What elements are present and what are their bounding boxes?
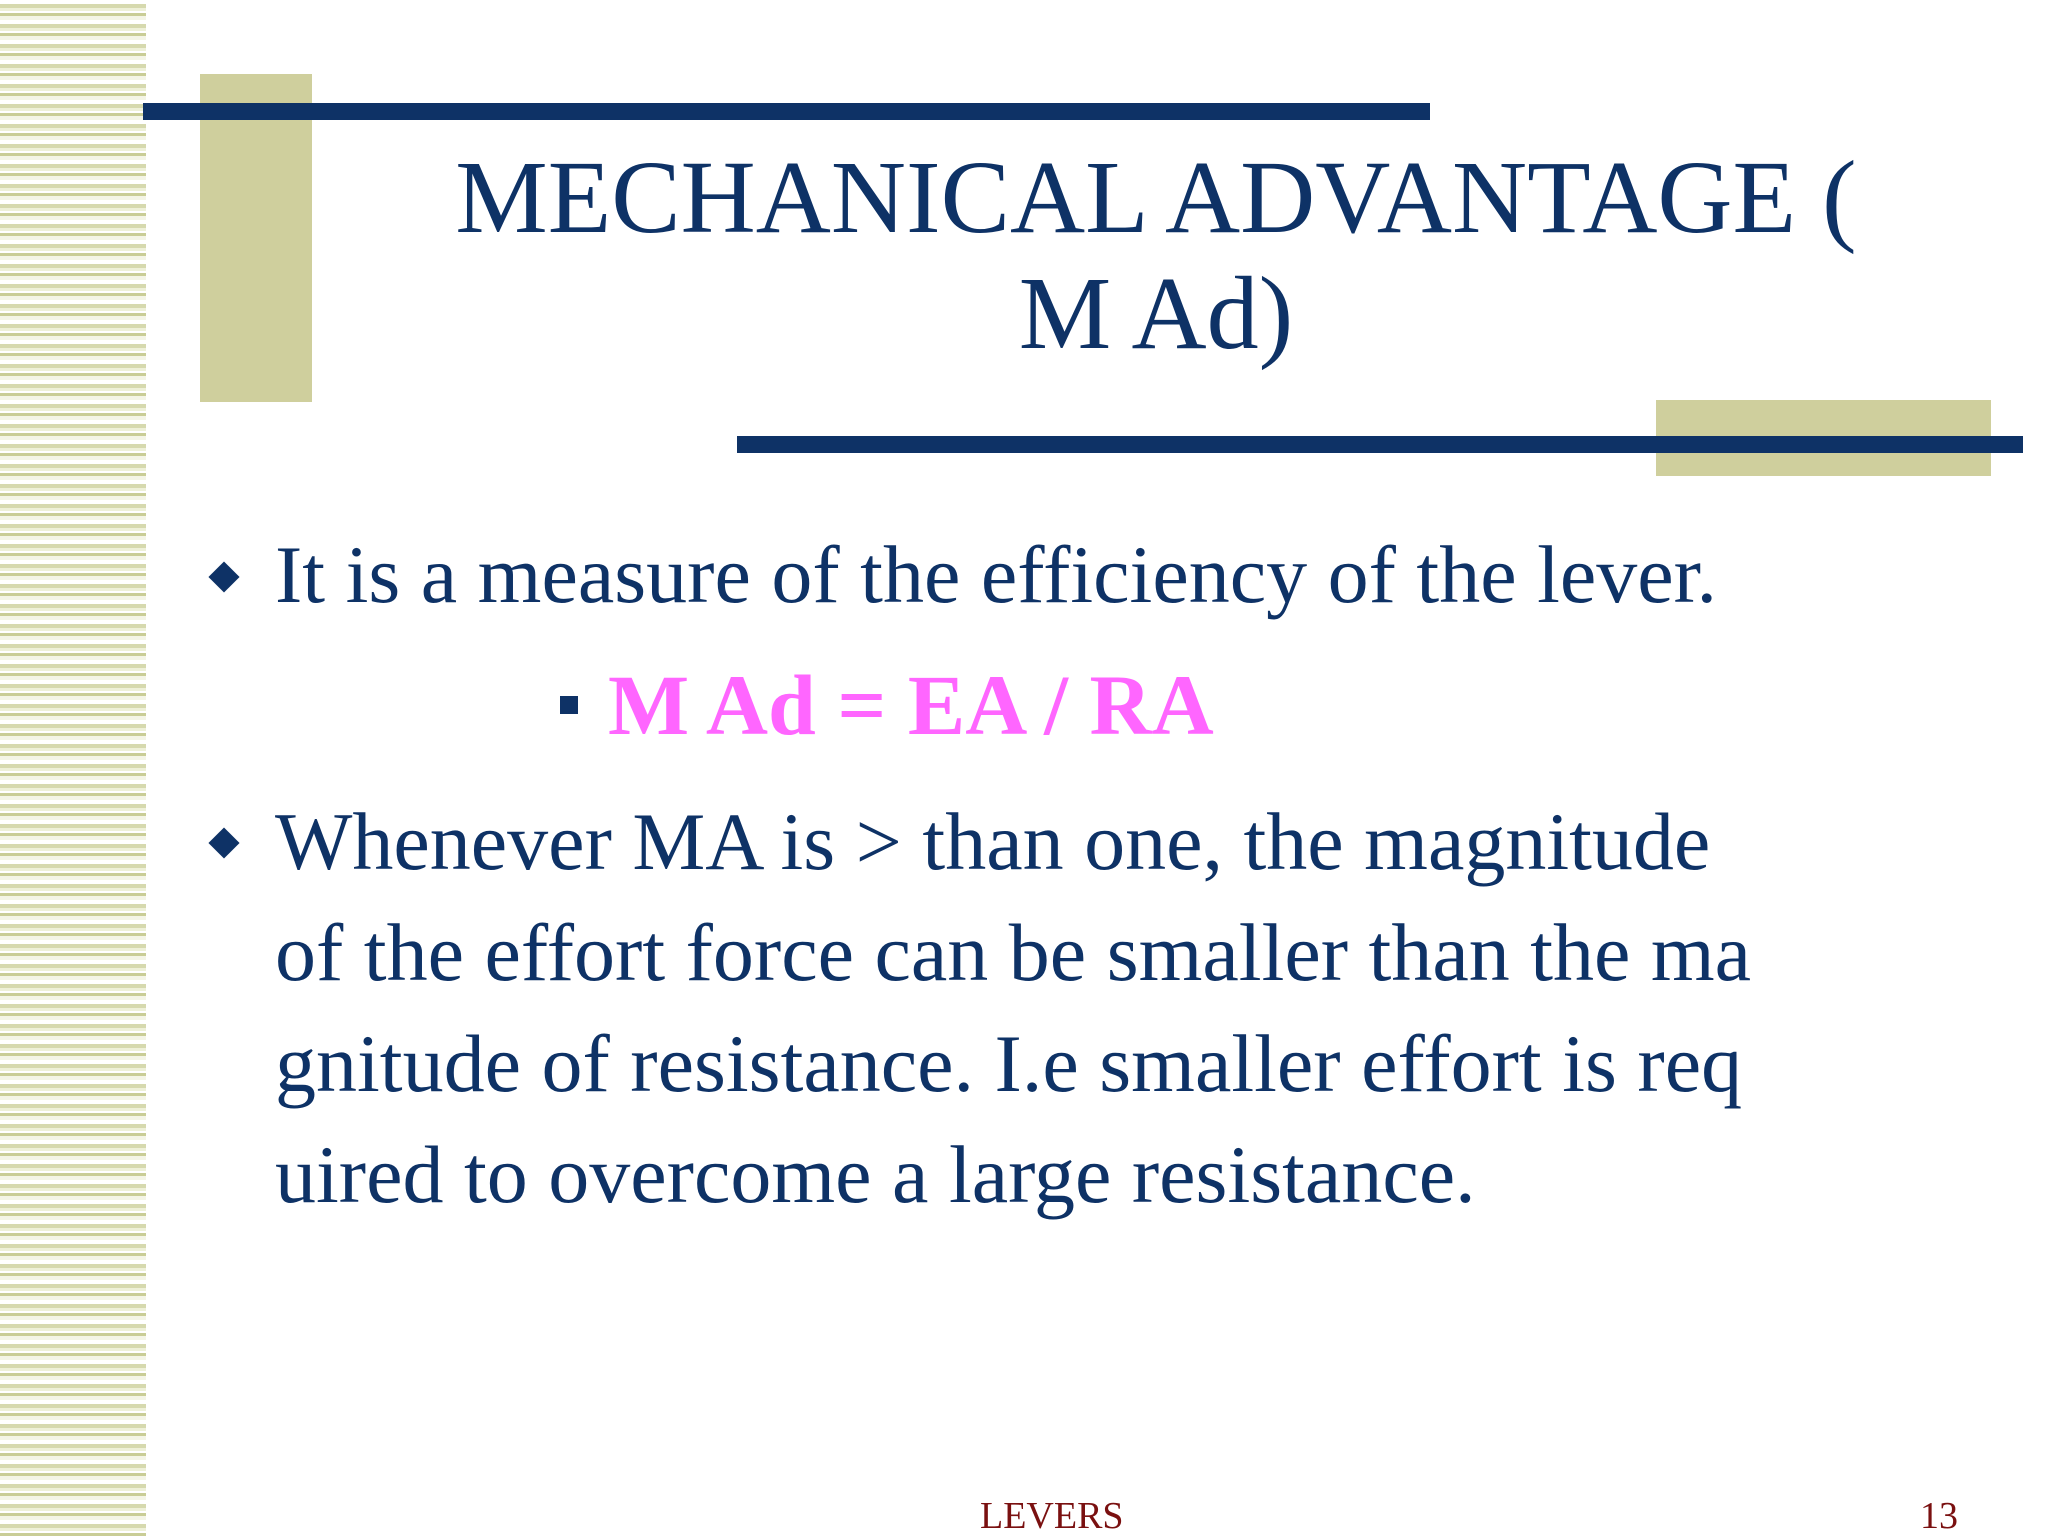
bullet-item-2	[213, 786, 2035, 1230]
diamond-bullet-icon	[208, 561, 239, 592]
footer-label: LEVERS	[980, 1495, 1124, 1536]
bullet-item-1	[213, 520, 1717, 630]
decorative-line-bottom	[737, 436, 2023, 453]
formula-text: M Ad = EA / RA	[608, 657, 1214, 753]
square-bullet-icon	[560, 696, 578, 714]
bullet-text-2	[275, 786, 2035, 1230]
decorative-block-top	[200, 74, 312, 402]
bullet-text-1: It is a measure of the efficiency of the lever.	[275, 529, 1717, 620]
title-line-2: M Ad)	[1018, 256, 1294, 371]
bullet-2-line-1: Whenever MA is > than one, the magnitude	[275, 796, 1711, 887]
sub-bullet-formula	[560, 650, 1214, 760]
diamond-bullet-icon	[208, 827, 239, 858]
bullet-2-line-4: uired to overcome a large resistance.	[275, 1129, 1476, 1220]
slide-title	[312, 140, 2000, 372]
page-number: 13	[1920, 1495, 1958, 1536]
bullet-2-line-2: of the effort force can be smaller than the ma	[275, 907, 1752, 998]
bullet-2-line-3: gnitude of resistance. I.e smaller effort is req	[275, 1018, 1743, 1109]
left-striped-band	[0, 0, 146, 1536]
decorative-line-top	[143, 103, 1430, 120]
title-line-1: MECHANICAL ADVANTAGE (	[455, 140, 1857, 255]
